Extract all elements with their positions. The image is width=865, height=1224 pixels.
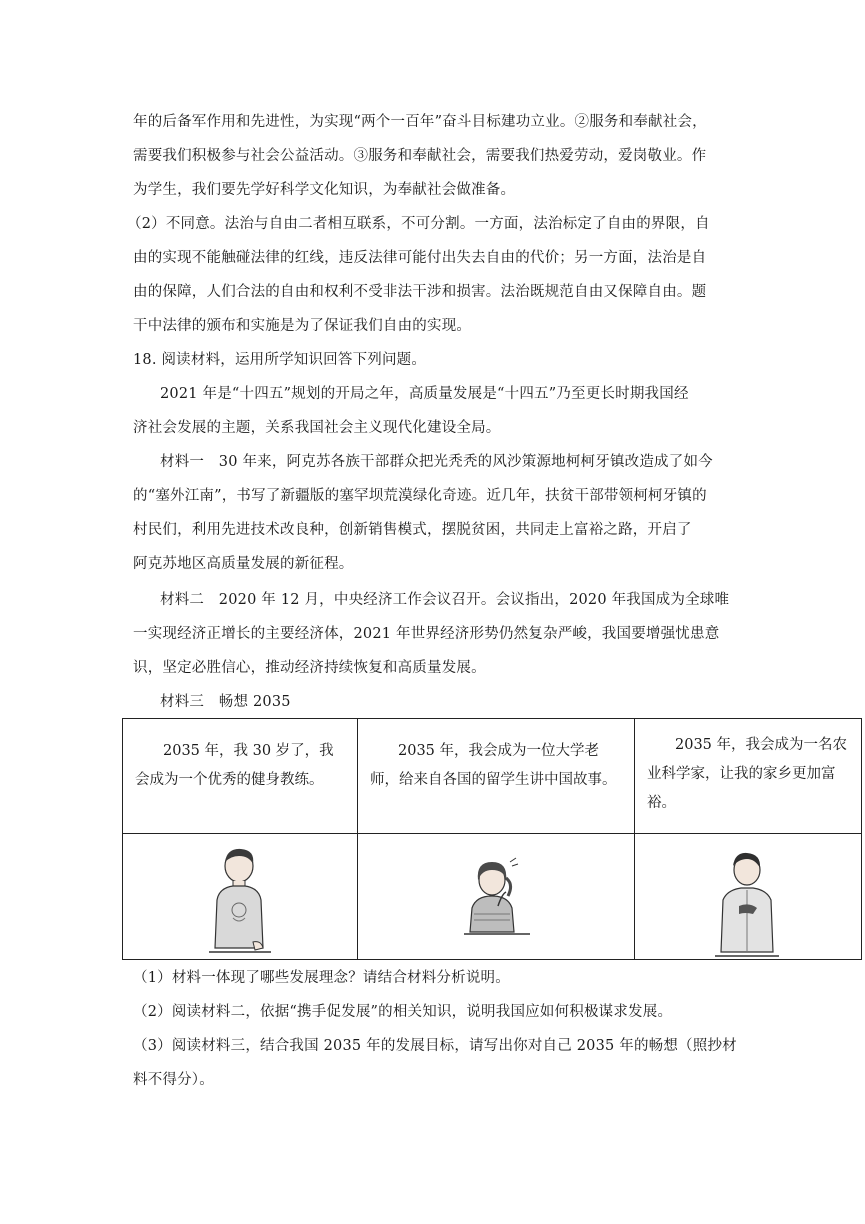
question-2: （2）阅读材料二，依据“携手促发展”的相关知识，说明我国应如何积极谋求发展。 bbox=[133, 1004, 673, 1020]
material-three-title: 材料三 畅想 2035 bbox=[160, 694, 291, 710]
material-one-line: 的“塞外江南”，书写了新疆版的塞罕坝荒漠绿化奇迹。近几年，扶贫干部带领柯柯牙镇的 bbox=[133, 488, 707, 504]
material-two-line: 一实现经济正增长的主要经济体，2021 年世界经济形势仍然复杂严峻，我国要增强忧患意 bbox=[133, 626, 720, 642]
table-cell-boy-image bbox=[123, 834, 358, 960]
boy-illustration bbox=[205, 844, 275, 956]
table-cell-girl-image bbox=[358, 834, 635, 960]
cell-text: 2035 年，我会成为一名农业科学家，让我的家乡更加富裕。 bbox=[647, 737, 848, 811]
table-cell-teacher bbox=[358, 719, 635, 834]
paragraph-line: 需要我们积极参与社会公益活动。③服务和奉献社会，需要我们热爱劳动，爱岗敬业。作 bbox=[133, 148, 707, 164]
material-two-line: 材料二 2020 年 12 月，中央经济工作会议召开。会议指出，2020 年我国成为全球唯 bbox=[160, 592, 730, 608]
paragraph-line: 为学生，我们要先学好科学文化知识，为奉献社会做准备。 bbox=[133, 182, 516, 198]
material-two-line: 识，坚定必胜信心，推动经济持续恢复和高质量发展。 bbox=[133, 660, 486, 676]
table-cell-boy2-image bbox=[635, 834, 862, 960]
question-3-line: 料不得分）。 bbox=[133, 1072, 214, 1088]
answer-line: 干中法律的颁布和实施是为了保证我们自由的实现。 bbox=[133, 318, 472, 334]
intro-line: 2021 年是“十四五”规划的开局之年，高质量发展是“十四五”乃至更长时期我国经 bbox=[160, 386, 689, 402]
material-one-line: 村民们，利用先进技术改良种，创新销售模式，摆脱贫困，共同走上富裕之路，开启了 bbox=[133, 522, 692, 538]
boy-with-plant-illustration bbox=[709, 848, 785, 960]
dream-2035-table bbox=[122, 718, 862, 960]
material-one-line: 阿克苏地区高质量发展的新征程。 bbox=[133, 556, 354, 572]
question-18-title: 18. 阅读材料，运用所学知识回答下列问题。 bbox=[133, 352, 427, 368]
cell-text: 2035 年，我 30 岁了，我会成为一个优秀的健身教练。 bbox=[135, 743, 334, 788]
material-one-line: 材料一 30 年来，阿克苏各族干部群众把光秃秃的风沙策源地柯柯牙镇改造成了如今 bbox=[160, 454, 713, 470]
table-cell-fitness-coach bbox=[123, 719, 358, 834]
question-1: （1）材料一体现了哪些发展理念？请结合材料分析说明。 bbox=[133, 970, 510, 986]
table-cell-scientist bbox=[635, 719, 862, 834]
paragraph-line: 年的后备军作用和先进性，为实现“两个一百年”奋斗目标建功立业。②服务和奉献社会， bbox=[133, 114, 707, 130]
cell-text: 2035 年，我会成为一位大学老师，给来自各国的留学生讲中国故事。 bbox=[370, 743, 617, 788]
answer-line: 由的实现不能触碰法律的红线，违反法律可能付出失去自由的代价；另一方面，法治是自 bbox=[133, 250, 707, 266]
answer-line: （2）不同意。法治与自由二者相互联系，不可分割。一方面，法治标定了自由的界限，自 bbox=[127, 216, 710, 232]
girl-illustration bbox=[462, 856, 532, 938]
intro-line: 济社会发展的主题，关系我国社会主义现代化建设全局。 bbox=[133, 420, 501, 436]
question-3-line: （3）阅读材料三，结合我国 2035 年的发展目标，请写出你对自己 2035 年的畅想（照抄材 bbox=[133, 1038, 737, 1054]
answer-line: 由的保障，人们合法的自由和权利不受非法干涉和损害。法治既规范自由又保障自由。题 bbox=[133, 284, 707, 300]
